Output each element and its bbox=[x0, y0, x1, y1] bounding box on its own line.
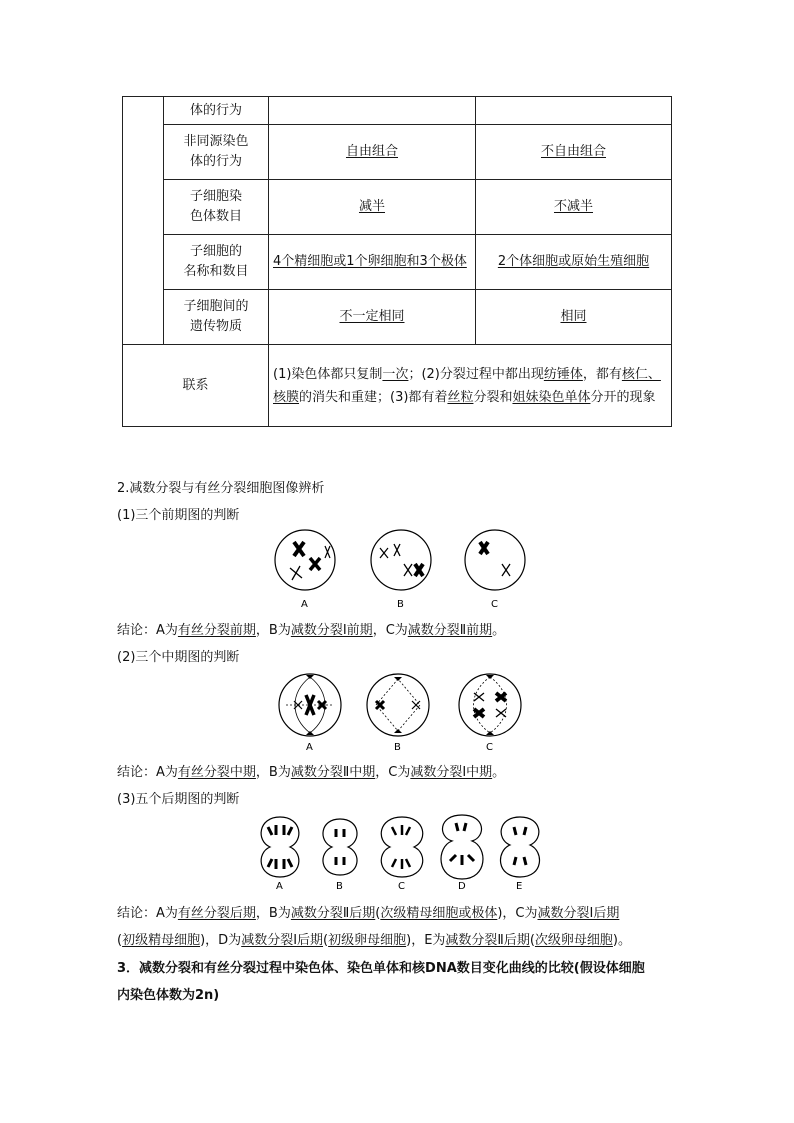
metaphase-label-a: A bbox=[306, 742, 313, 753]
anaphase-cell-a bbox=[261, 817, 299, 877]
prophase-cell-a bbox=[275, 530, 335, 590]
anaphase-figure bbox=[252, 813, 552, 893]
metaphase-cell-c bbox=[459, 674, 521, 736]
anaphase-title: (3)五个后期图的判断 bbox=[117, 792, 240, 807]
prophase-conclusion: 结论：A为有丝分裂前期，B为减数分裂Ⅰ前期，C为减数分裂Ⅱ前期。 bbox=[117, 623, 506, 638]
metaphase-label-b: B bbox=[394, 742, 401, 753]
section3-heading-line1: 3．减数分裂和有丝分裂过程中染色体、染色单体和核DNA数目变化曲线的比较(假设体细胞 bbox=[117, 961, 645, 976]
prophase-label-a: A bbox=[301, 599, 308, 610]
mitosis-cell: 相同 bbox=[476, 290, 672, 345]
metaphase-cell-a bbox=[279, 674, 341, 736]
prophase-label-c: C bbox=[491, 599, 498, 610]
anaphase-conclusion-line1: 结论：A为有丝分裂后期，B为减数分裂Ⅱ后期(次级精母细胞或极体)，C为减数分裂Ⅰ后期 bbox=[117, 906, 620, 921]
metaphase-label-c: C bbox=[486, 742, 493, 753]
mitosis-cell bbox=[476, 97, 672, 125]
mitosis-cell: 不减半 bbox=[476, 180, 672, 235]
comparison-table bbox=[122, 96, 672, 427]
row-label-chromosome-number: 子细胞染 色体数目 bbox=[164, 180, 269, 235]
anaphase-cell-e bbox=[501, 817, 540, 877]
prophase-figure bbox=[270, 528, 530, 614]
anaphase-conclusion-line2: (初级精母细胞)，D为减数分裂Ⅰ后期(初级卵母细胞)，E为减数分裂Ⅱ后期(次级卵母细胞)。 bbox=[117, 933, 631, 948]
section2-heading: 2.减数分裂与有丝分裂细胞图像辨析 bbox=[117, 481, 325, 496]
anaphase-cell-c bbox=[381, 817, 422, 877]
anaphase-label-c: C bbox=[398, 881, 405, 892]
link-label: 联系 bbox=[123, 345, 269, 427]
anaphase-label-a: A bbox=[276, 881, 283, 892]
metaphase-figure bbox=[272, 673, 532, 757]
metaphase-cell-b bbox=[367, 674, 429, 736]
section3-heading-line2: 内染色体数为2n) bbox=[117, 988, 220, 1003]
mitosis-cell: 2个体细胞或原始生殖细胞 bbox=[476, 235, 672, 290]
link-text: (1)染色体都只复制一次；(2)分裂过程中都出现纺锤体，都有核仁、核膜的消失和重建；(3)都有着丝粒分裂和姐妹染色单体分开的现象 bbox=[269, 345, 672, 427]
row-label-genetic-material: 子细胞间的 遗传物质 bbox=[164, 290, 269, 345]
anaphase-cell-d bbox=[441, 815, 483, 879]
anaphase-label-d: D bbox=[458, 881, 466, 892]
prophase-cell-c bbox=[465, 530, 525, 590]
metaphase-conclusion: 结论：A为有丝分裂中期，B为减数分裂Ⅱ中期，C为减数分裂Ⅰ中期。 bbox=[117, 765, 506, 780]
meiosis-cell: 4个精细胞或1个卵细胞和3个极体 bbox=[269, 235, 476, 290]
meiosis-cell: 自由组合 bbox=[269, 125, 476, 180]
meiosis-cell: 减半 bbox=[269, 180, 476, 235]
anaphase-label-b: B bbox=[336, 881, 343, 892]
row-label-nonhomolog-behavior: 非同源染色 体的行为 bbox=[164, 125, 269, 180]
prophase-label-b: B bbox=[397, 599, 404, 610]
anaphase-cell-b bbox=[323, 819, 357, 875]
table-group-cell bbox=[123, 97, 164, 345]
row-label-daughter-cells: 子细胞的 名称和数目 bbox=[164, 235, 269, 290]
meiosis-cell: 不一定相同 bbox=[269, 290, 476, 345]
row-label-homolog-behavior: 体的行为 bbox=[164, 97, 269, 125]
mitosis-cell: 不自由组合 bbox=[476, 125, 672, 180]
anaphase-label-e: E bbox=[516, 881, 523, 892]
prophase-title: (1)三个前期图的判断 bbox=[117, 508, 240, 523]
meiosis-cell bbox=[269, 97, 476, 125]
metaphase-title: (2)三个中期图的判断 bbox=[117, 650, 240, 665]
prophase-cell-b bbox=[371, 530, 431, 590]
